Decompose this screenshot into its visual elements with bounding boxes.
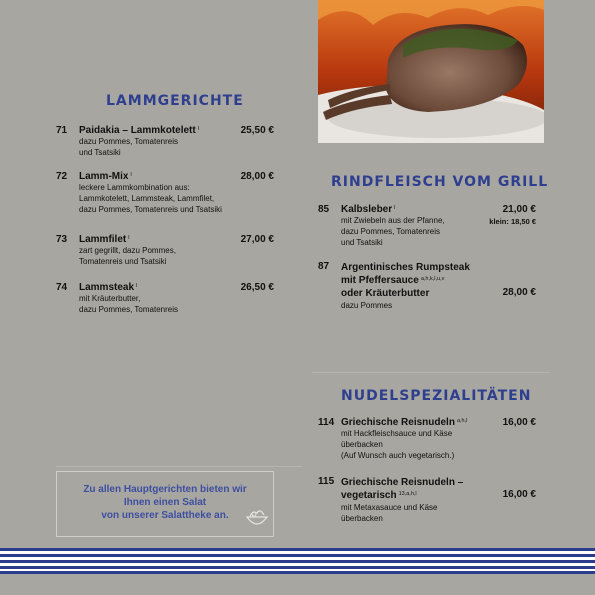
item-description: mit Kräuterbutter, — [79, 294, 141, 303]
item-name: Kalbsleber — [341, 204, 393, 215]
item-name: Paidakia – Lammkotelett — [79, 125, 196, 136]
salad-note-line: Zu allen Hauptgerichten bieten wir — [83, 484, 247, 495]
menu-item — [318, 417, 536, 461]
allergen-code: l — [128, 235, 130, 241]
item-price: 25,50 € — [240, 125, 274, 136]
item-description: überbacken — [341, 514, 383, 523]
menu-item — [318, 476, 536, 524]
section-title-nudelspezialitaeten: NUDELSPEZIALITÄTEN — [341, 388, 532, 404]
allergen-code: a,h,k,l,u,v — [420, 276, 445, 282]
item-description: mit Metaxasauce und Käse — [341, 503, 438, 512]
item-name: Griechische Reisnudeln — [341, 417, 455, 428]
item-description: dazu Pommes, Tomatenreis und Tsatsiki — [79, 205, 222, 214]
item-price: 16,00 € — [502, 417, 536, 428]
salad-note-line: von unserer Salattheke an. — [101, 510, 229, 521]
item-description: dazu Pommes — [341, 301, 393, 310]
item-name: Lammfilet — [79, 234, 127, 245]
item-price: 27,00 € — [240, 234, 274, 245]
item-description: (Auf Wunsch auch vegetarisch.) — [341, 451, 455, 460]
item-name: vegetarisch — [341, 490, 397, 501]
greek-stripe-border — [0, 548, 595, 574]
item-description: und Tsatsiki — [79, 148, 121, 157]
item-description: Tomatenreis und Tsatsiki — [79, 257, 167, 266]
salad-note-line: Ihnen einen Salat — [123, 497, 207, 508]
section-title-rindfleisch: RINDFLEISCH VOM GRILL — [331, 174, 549, 190]
item-name: oder Kräuterbutter — [341, 288, 430, 299]
menu-item — [56, 282, 274, 315]
item-description: mit Hackfleischsauce und Käse — [341, 429, 453, 438]
item-name: mit Pfeffersauce — [341, 275, 419, 286]
item-price: 28,00 € — [502, 287, 536, 298]
item-description: zart gegrillt, dazu Pommes, — [79, 246, 176, 255]
divider — [312, 372, 550, 373]
item-name: Argentinisches Rumpsteak — [341, 262, 470, 273]
allergen-code: l — [197, 126, 199, 132]
allergen-code: l — [394, 205, 396, 211]
item-description: dazu Pommes, Tomatenreis — [79, 305, 179, 314]
section-title-lammgerichte: LAMMGERICHTE — [106, 93, 244, 109]
item-number: 74 — [56, 282, 68, 293]
item-number: 114 — [318, 417, 335, 428]
item-number: 72 — [56, 171, 68, 182]
item-number: 71 — [56, 125, 68, 136]
item-description: leckere Lammkombination aus: — [79, 183, 190, 192]
item-price-small: klein: 18,50 € — [489, 217, 536, 226]
item-price: 26,50 € — [240, 282, 274, 293]
item-number: 87 — [318, 261, 330, 272]
item-description: dazu Pommes, Tomatenreis — [79, 137, 179, 146]
item-name: Lammsteak — [79, 282, 135, 293]
item-name: Lamm-Mix — [79, 171, 129, 182]
item-description: dazu Pommes, Tomatenreis — [341, 227, 441, 236]
item-number: 85 — [318, 204, 330, 215]
item-number: 73 — [56, 234, 68, 245]
item-price: 28,00 € — [240, 171, 274, 182]
lamb-chop-photo — [318, 0, 544, 143]
menu-item — [56, 125, 274, 158]
menu-item — [318, 204, 536, 248]
salad-bowl-icon — [245, 507, 269, 533]
menu-item — [56, 171, 274, 215]
item-description: mit Zwiebeln aus der Pfanne, — [341, 216, 445, 225]
menu-item — [56, 234, 274, 267]
item-price: 21,00 € — [502, 204, 536, 215]
divider — [56, 466, 302, 467]
allergen-code: 13,a,h,l — [398, 491, 417, 497]
menu-item — [318, 261, 536, 311]
allergen-code: l — [136, 283, 138, 289]
allergen-code: a,h,l — [456, 418, 468, 424]
salad-note-box — [56, 471, 274, 537]
allergen-code: l — [130, 172, 132, 178]
item-description: und Tsatsiki — [341, 238, 383, 247]
item-description: überbacken — [341, 440, 383, 449]
item-price: 16,00 € — [502, 489, 536, 500]
item-description: Lammkotelett, Lammsteak, Lammfilet, — [79, 194, 215, 203]
item-name: Griechische Reisnudeln – — [341, 477, 464, 488]
item-number: 115 — [318, 476, 335, 487]
